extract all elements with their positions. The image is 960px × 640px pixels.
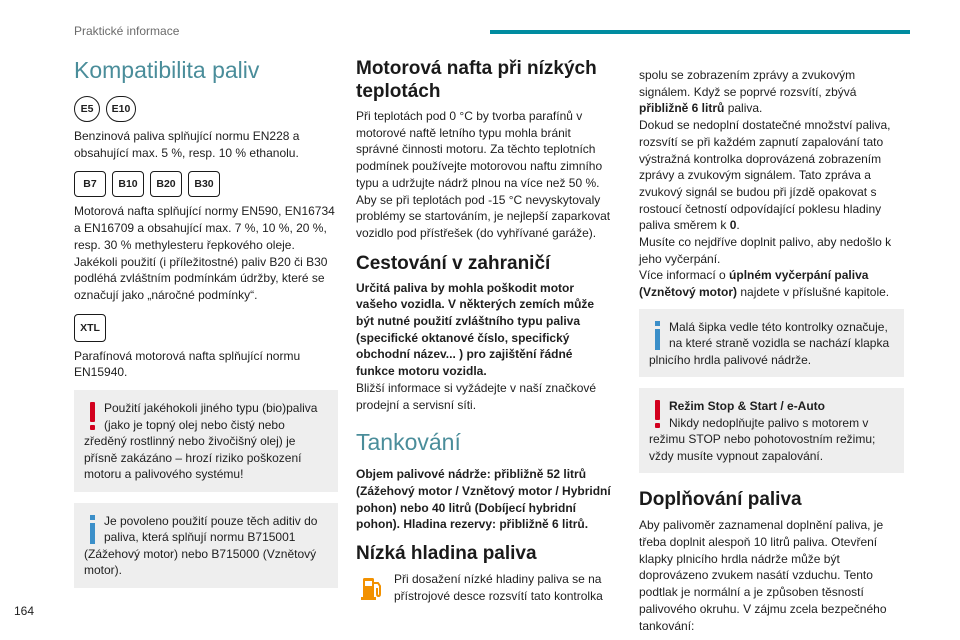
low-fuel-continued-text: spolu se zobrazením zprávy a zvukovým signálem. Když se poprvé rozsvítí, zbývá — [639, 68, 857, 99]
header-accent-bar — [490, 30, 910, 34]
more-info-text — [639, 267, 904, 300]
info-box-additives — [74, 503, 338, 588]
info-text-additives: Je povoleno použití pouze těch aditiv do paliva, která splňují normu B715001 (Zážehový motor) nebo B715000 (Vznětový motor). — [84, 513, 318, 578]
refilling-text: Aby palivoměr zaznamenal doplnění paliva, je třeba doplnit alespoň 10 litrů paliva. Otevření klapky plnicího hrdla nádrže může být doprovázeno zvukem nasátí vzduchu. Tento podtlak je normální a je způsoben těsností palivového okruhu. V zájmu zcela bezpečného tankování: — [639, 518, 887, 633]
section-title-abroad: Cestování v zahraničí — [356, 252, 551, 274]
section-title-low-fuel: Nízká hladina paliva — [356, 543, 537, 565]
running-header: Praktické informace — [74, 24, 180, 38]
warning-title-stop-start: Režim Stop & Start / e-Auto — [669, 399, 826, 414]
petrol-description: Benzinová paliva splňující normu EN228 a obsahující max. 5 %, resp. 10 % ethanolu. — [74, 129, 300, 160]
more-info-lead: Více informací o — [639, 268, 726, 283]
warning-repeat-body: Dokud se nedoplní dostatečné množství paliva, rozsvítí se při každém zapnutí zapalování tato výstražná kontrolka doprovázená zobrazením zprávy a zvukovým signálem. Tato zpráva a zvukový signál se budou při jízdě opakovat s rostoucí četností odpovídající poklesu hladiny paliva směrem k — [639, 118, 891, 233]
fuel-badge-b30-icon: B30 — [188, 171, 220, 197]
column-2 — [356, 52, 612, 604]
diesel-description: Motorová nafta splňující normy EN590, EN16734 a EN16709 a obsahující max. 7 %, 10 %, 20 %, resp. 30 % methylesteru řepkového oleje. Jakékoli použití (i příležitostné) paliv B20 či B30 podléhá zvláštním podmínkám údržby, které se označují jako „náročné podmínky“. — [74, 204, 335, 302]
fuel-warning-lamp-icon — [356, 571, 388, 603]
info-icon — [84, 513, 102, 545]
abroad-warning-text: Určitá paliva by mohla poškodit motor vašeho vozidla. V některých zemích může být nutné použití zvláštního typu paliva (specifické oktanové číslo, specifický obchodní název... ) pro zajištění řádné funkce motoru vozidla. — [356, 280, 595, 379]
page-number: 164 — [14, 604, 35, 618]
fuel-badge-b10-icon: B10 — [112, 171, 144, 197]
xtl-description: Parafínová motorová nafta splňující normu EN15940. — [74, 348, 301, 380]
warning-text-stop-start: Nikdy nedoplňujte palivo s motorem v režimu STOP nebo pohotovostním režimu; vždy musíte vypnout zapalování. — [649, 415, 876, 463]
warning-box-stop-start — [639, 388, 904, 473]
cold-diesel-text: Při teplotách pod 0 °C by tvorba parafínů v motorové naftě letního typu mohla bránit správné činnosti motoru. Za těchto teplotních podmínek používejte motorovou naftu zimního typu a udržujte nádrž plnou na více než 50 %. Aby se při teplotách pod -15 °C nevyskytovaly problémy se startováním, je nejlepší zaparkovat vozidlo pod přístřešek (do vyhřívané garáže). — [356, 109, 611, 240]
fuel-badges-petrol — [74, 96, 338, 122]
section-title-compatibility: Kompatibilita paliv — [74, 57, 260, 83]
column-3 — [639, 52, 904, 634]
fuel-badge-xtl-icon: XTL — [74, 314, 106, 342]
warning-exclamation-icon — [84, 400, 102, 432]
section-title-refilling: Doplňování paliva — [639, 489, 802, 511]
more-info-topic: úplném vyčerpání paliva (Vznětový motor) — [639, 268, 869, 300]
abroad-info-text: Bližší informace si vyžádejte v naší značkové prodejní a servisní síti. — [356, 380, 597, 412]
warning-exclamation-icon — [649, 398, 667, 430]
section-title-refuelling: Tankování — [356, 429, 461, 456]
info-box-arrow — [639, 309, 904, 378]
warning-text-biofuel: Použití jakéhokoli jiného typu (bio)paliva (jako je topný olej nebo čistý nebo zředěný rostlinný nebo živočišný olej) je přísně zakázáno – hrozí riziko poškození motoru a palivového systému! — [84, 401, 318, 482]
low-fuel-continued — [639, 67, 904, 117]
fuel-zero-value: 0 — [729, 218, 737, 233]
info-text-arrow: Malá šipka vedle této kontrolky označuje, na které straně vozidla se nachází klapka plnicího hrdla palivové nádrže. — [649, 319, 890, 367]
tank-capacity-text: Objem palivové nádrže: přibližně 52 litrů (Zážehový motor / Vznětový motor / Hybridní pohon) nebo 40 litrů (Dobíjecí hybridní pohon). Hladina rezervy: přibližně 6 litrů. — [356, 467, 611, 532]
low-fuel-continued-end: paliva. — [727, 101, 763, 116]
fuel-badge-e5-icon: E5 — [74, 96, 100, 122]
refuel-soon-text: Musíte co nejdříve doplnit palivo, aby nedošlo k jeho vyčerpání. — [639, 235, 892, 266]
section-title-cold-diesel: Motorová nafta při nízkých teplotách — [356, 58, 597, 102]
fuel-badges-xtl — [74, 314, 338, 342]
info-icon — [649, 319, 667, 351]
fuel-badge-e10-icon: E10 — [106, 96, 136, 122]
fuel-badge-b20-icon: B20 — [150, 171, 182, 197]
column-1 — [74, 52, 338, 588]
low-fuel-row — [356, 571, 612, 604]
warning-box-biofuel — [74, 390, 338, 492]
low-fuel-text: Při dosažení nízké hladiny paliva se na přístrojové desce rozsvítí tato kontrolka — [394, 572, 603, 603]
fuel-badge-b7-icon: B7 — [74, 171, 106, 197]
fuel-badges-diesel — [74, 171, 338, 197]
warning-repeat-text: Dokud se nedoplní dostatečné množství paliva, rozsvítí se při každém zapnutí zapalování tato výstražná kontrolka doprovázená zobrazením zprávy a zvukovým signálem. Tato zpráva a zvukový signál se budou při jízdě opakovat s rostoucí četností odpovídající poklesu hladiny paliva směrem k 0. — [639, 118, 891, 233]
more-info-tail: najdete v příslušné kapitole. — [740, 285, 890, 300]
remaining-fuel-amount: přibližně 6 litrů — [639, 101, 725, 116]
